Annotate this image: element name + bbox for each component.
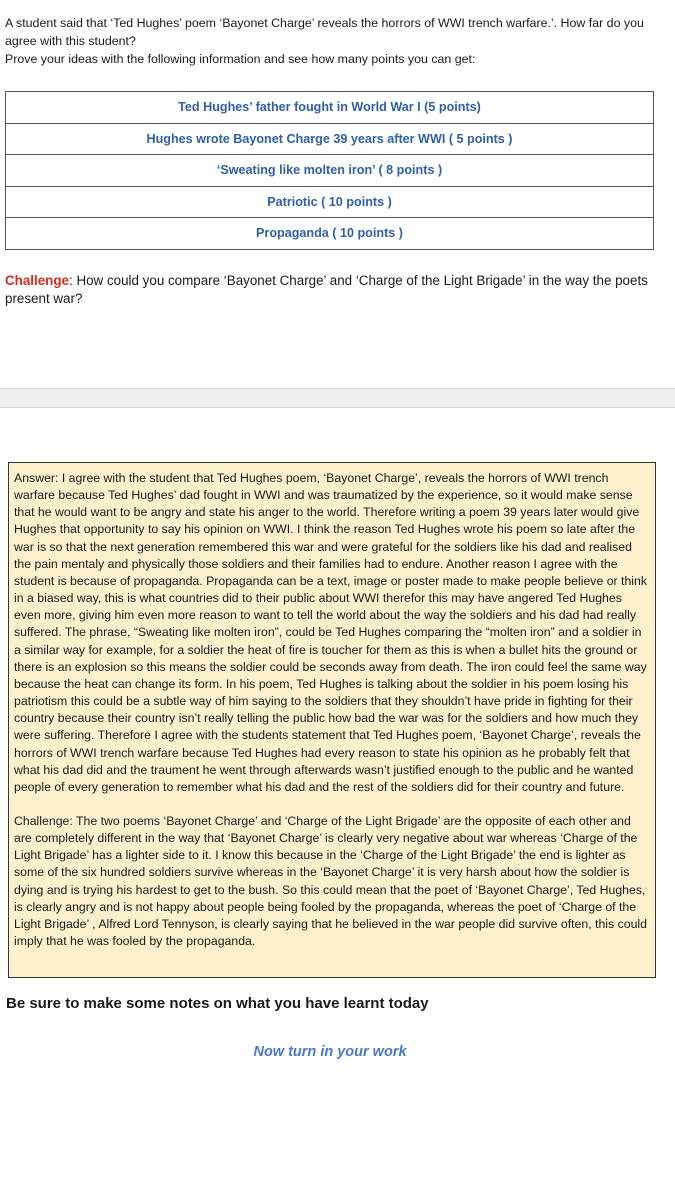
instruction-text: Prove your ideas with the following information and see how many points you can get: xyxy=(5,52,476,66)
table-row xyxy=(6,155,654,187)
table-cell: ‘Sweating like molten iron’ ( 8 points ) xyxy=(6,155,654,187)
section-divider xyxy=(0,388,675,408)
challenge-text: : How could you compare ‘Bayonet Charge’ and ‘Charge of the Light Brigade’ in the way the poets present war? xyxy=(5,273,648,306)
table-cell: Patriotic ( 10 points ) xyxy=(6,186,654,218)
answer-paragraph: Answer: I agree with the student that Ted Hughes poem, ‘Bayonet Charge’, reveals the horrors of WWI trench warfare because Ted Hughes’ dad fought in WWI and was traumatized by the experience, so it would make sense that he would want to be angry and state his anger to the world. Therefore writing a poem 39 years later would give Hughes that opportunity to say his opinion on WWI. I think the reason Ted Hughes wrote his poem so late after the war is so that the next generation remembered this war and were grateful for the soldiers like his dad and realised the pain mentaly and physically those soldiers and their families had to endure. Another reason I agree with the student is because of propaganda. Propaganda can be a text, image or poster made to make people believe or think in a biased way, this is what countries did to their public about WWI therefor this may have angered Ted Hughes even more, giving him even more reason to want to tell the world about the way the soldiers and his dad had really suffered. The phrase, “Sweating like molten iron”, could be Ted Hughes comparing the “molten iron” and a soldier in a similar way for example, for a soldier the heat of fire is toucher for them as this is when a bullet hits the ground or there is an explosion so this means the soldier could be seconds away from death. The iron could feel the same way because the heat can change its form. In his poem, Ted Hughes is talking about the soldier in his poem losing his patriotism this could be a subtle way of him saying to the soldiers that they shouldn’t have pride in fighting for their country because their country isn’t really telling the public how bad the war was for the soldiers and how much they were suffering. Therefore I agree with the students statement that Ted Hughes poem, ‘Bayonet Charge’, reveals the horrors of WWI trench warfare because Ted Hughes had every reason to state his opinion as he probably felt that what his dad did and the traument he went through afterwards wasn’t justified enough to the public and he wanted people of every generation to remember what his dad and the rest of the soldiers did for their country and future. xyxy=(14,471,648,794)
question-prompt xyxy=(5,14,667,68)
table-row xyxy=(6,186,654,218)
notes-instruction: Be sure to make some notes on what you have learnt today xyxy=(6,995,429,1012)
challenge-question xyxy=(5,272,665,308)
answer-box xyxy=(8,462,656,978)
points-table xyxy=(5,91,654,250)
table-row xyxy=(6,92,654,124)
challenge-label: Challenge xyxy=(5,273,69,288)
table-row xyxy=(6,123,654,155)
challenge-answer-paragraph: Challenge: The two poems ‘Bayonet Charge’ and ‘Charge of the Light Brigade’ are the opposite of each other and are completely different in the way that ‘Bayonet Charge’ is clearly very negative about war whereas ‘Charge of the Light Brigade’ has a lighter side to it. I know this because in the ‘Charge of the Light Brigade’ the end is lighter as some of the six hundred soldiers survive whereas in the ‘Bayonet Charge’ it is very harsh about how the soldier is dying and is trying his hardest to get to the bush. So this could mean that the poet of ‘Bayonet Charge’, Ted Hughes, is clearly angry and is not happy about people being fooled by the propaganda, whereas the poet of ‘Charge of the Light Brigade’ , Alfred Lord Tennyson, is clearly saying that he believed in the war people did survive often, this could imply that he was fooled by the propaganda. xyxy=(14,813,647,949)
question-text: A student said that ‘Ted Hughes’ poem ‘Bayonet Charge’ reveals the horrors of WWI trench warfare.’. How far do you agree with this student? xyxy=(5,16,644,48)
table-cell: Propaganda ( 10 points ) xyxy=(6,218,654,250)
table-row xyxy=(6,218,654,250)
table-cell: Hughes wrote Bayonet Charge 39 years after WWI ( 5 points ) xyxy=(6,123,654,155)
table-cell: Ted Hughes’ father fought in World War I (5 points) xyxy=(6,92,654,124)
turn-in-text: Now turn in your work xyxy=(253,1044,407,1060)
